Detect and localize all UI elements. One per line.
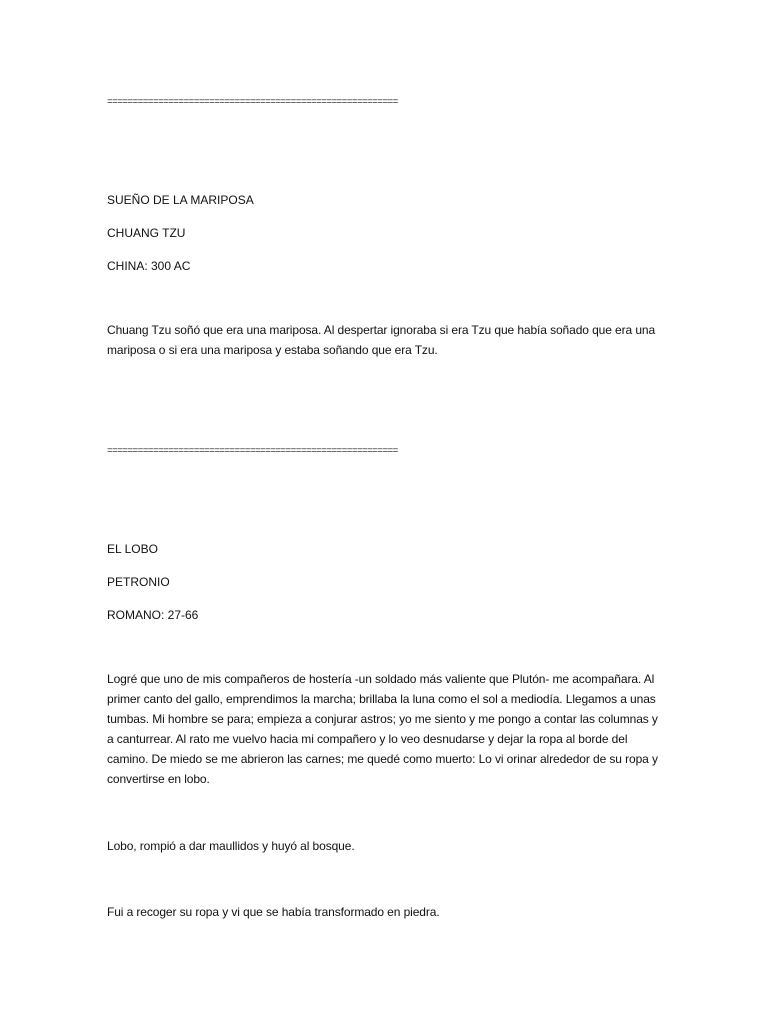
story-origin: ROMANO: 27-66 (107, 608, 199, 622)
story-paragraph: Chuang Tzu soñó que era una mariposa. Al despertar ignoraba si era Tzu que había soñado que era una mariposa o si era una mariposa y estaba soñando que era Tzu. (107, 323, 656, 357)
story-paragraph: Fui a recoger su ropa y vi que se había transformado en piedra. (107, 905, 440, 919)
story-paragraph: Lobo, rompió a dar maullidos y huyó al bosque. (107, 839, 355, 853)
story-author: PETRONIO (107, 575, 170, 589)
story-title: SUEÑO DE LA MARIPOSA (107, 193, 254, 207)
story-origin: CHINA: 300 AC (107, 259, 191, 273)
separator-line: ========================================================= (107, 96, 398, 107)
story-paragraph: Logré que uno de mis compañeros de hostería -un soldado más valiente que Plutón- me acompañara. Al primer canto del gallo, emprendimos la marcha; brillaba la luna como el sol a mediodía. Llegamos a unas tumbas. Mi hombre se para; empieza a conjurar astros; yo me siento y me pongo a contar las columnas y a canturrear. Al rato me vuelvo hacia mi compañero y lo veo desnudarse y dejar la ropa al borde del camino. De miedo se me abrieron las carnes; me quedé como muerto: Lo vi orinar alrededor de su ropa y convertirse en lobo. (107, 672, 658, 786)
separator-line: ========================================================= (107, 445, 398, 456)
story-author: CHUANG TZU (107, 226, 186, 240)
story-title: EL LOBO (107, 542, 158, 556)
